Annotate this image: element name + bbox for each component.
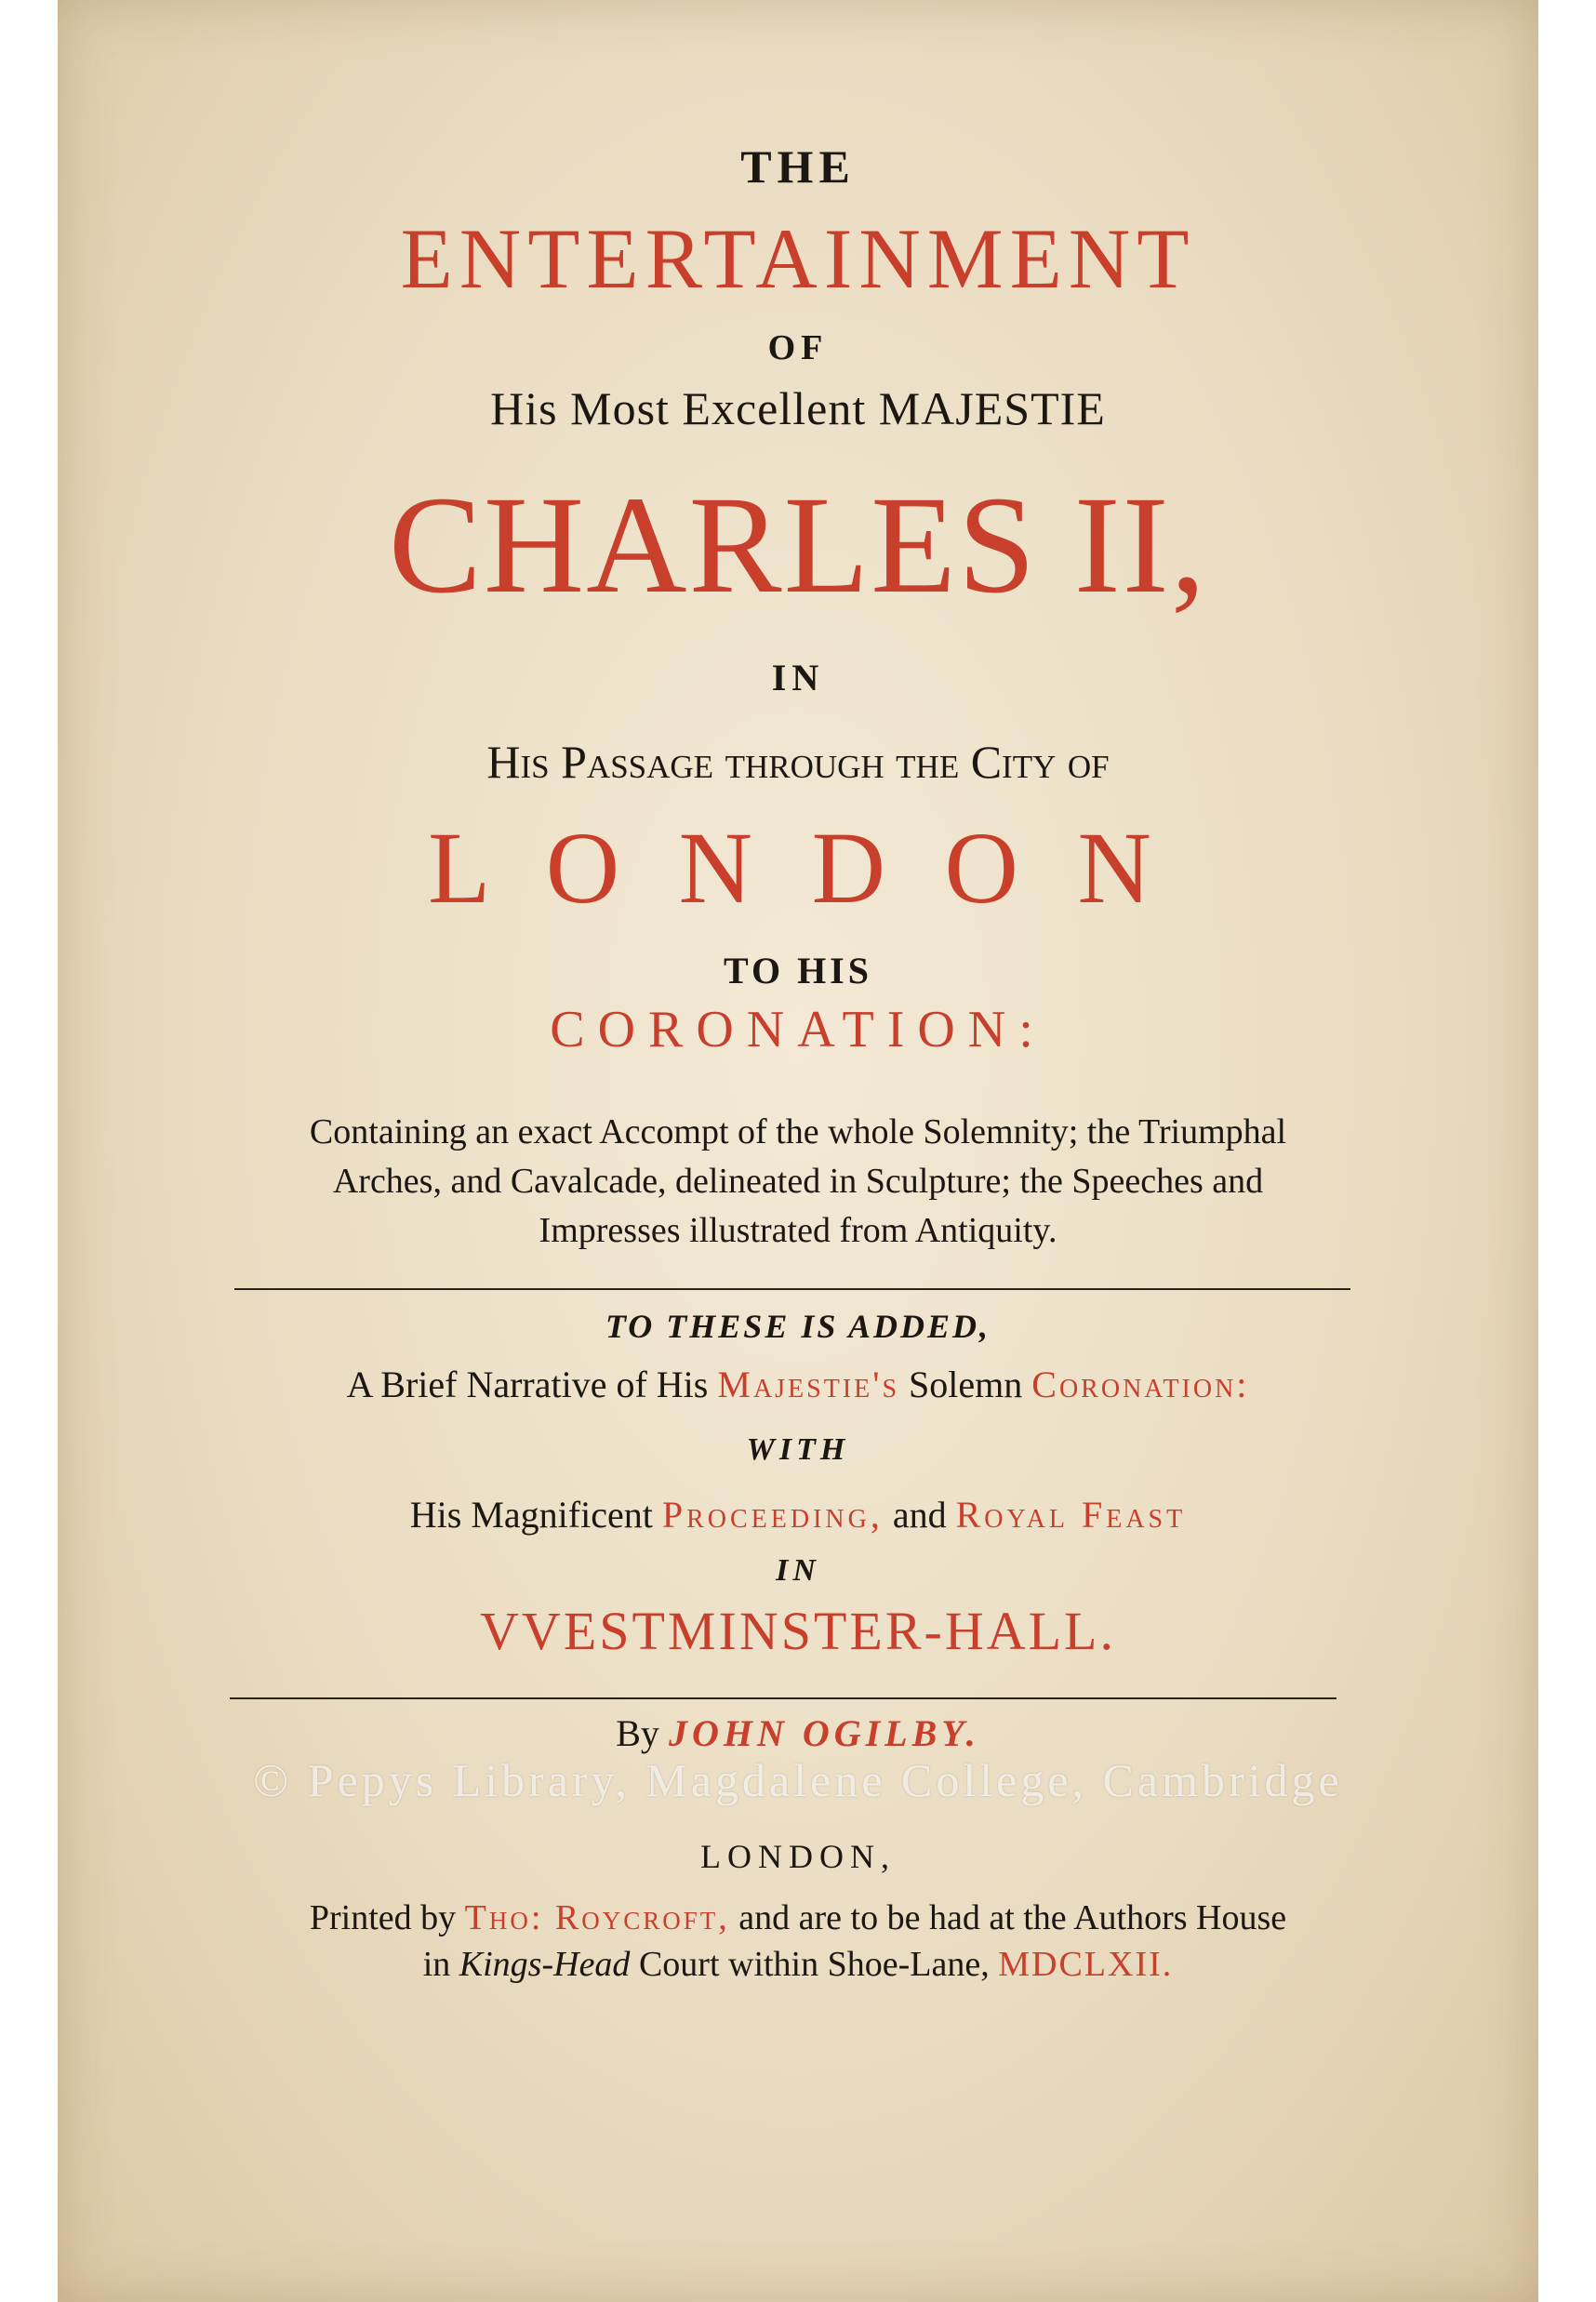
imprint-line-2 [58, 1944, 1538, 1985]
narrative-mid: Solemn [899, 1364, 1032, 1405]
passage-line: His Passage through the City of [486, 736, 1110, 788]
author-by: By [616, 1712, 669, 1754]
proceeding-red-2: Royal Feast [955, 1494, 1187, 1536]
majestie-line: His Most Excellent MAJESTIE [490, 382, 1106, 434]
divider-bottom [230, 1697, 1337, 1699]
imprint-1-post: and are to be had at the Authors House [729, 1898, 1287, 1937]
heading-with: WITH [746, 1432, 850, 1467]
imprint-line-1 [58, 1897, 1538, 1938]
author-line [58, 1711, 1538, 1755]
heading-coronation: CORONATION: [550, 1001, 1046, 1058]
heading-in: IN [771, 657, 825, 699]
imprint-city: LONDON, [700, 1838, 896, 1875]
added-heading: TO THESE IS ADDED, [605, 1308, 991, 1345]
proceeding-mid: and [883, 1494, 956, 1536]
heading-in-2: IN [776, 1553, 820, 1588]
proceeding-line [58, 1493, 1538, 1537]
author-name: JOHN OGILBY. [668, 1712, 980, 1754]
title-page [58, 0, 1538, 2302]
imprint-printer: Tho: Roycroft, [464, 1898, 730, 1937]
description-line-3: Impresses illustrated from Antiquity. [539, 1211, 1057, 1250]
heading-charles: CHARLES II, [388, 468, 1208, 622]
description-line-2: Arches, and Cavalcade, delineated in Sculpture; the Speeches and [332, 1162, 1264, 1201]
copyright-watermark: © Pepys Library, Magdalene College, Cambridge [253, 1754, 1343, 1806]
heading-the: THE [740, 140, 856, 193]
proceeding-pre: His Magnificent [409, 1494, 662, 1536]
imprint-2-pre: in [422, 1945, 459, 1984]
narrative-line [58, 1363, 1538, 1406]
narrative-pre: A Brief Narrative of His [346, 1364, 718, 1405]
heading-london: L O N D O N [428, 811, 1168, 925]
narrative-coronation: Coronation: [1031, 1364, 1250, 1405]
heading-to-his: TO HIS [724, 950, 872, 991]
imprint-1-pre: Printed by [309, 1898, 465, 1937]
heading-westminster: VVESTMINSTER-HALL. [480, 1601, 1116, 1661]
proceeding-red-1: Proceeding, [661, 1494, 884, 1536]
divider-top [234, 1288, 1350, 1290]
narrative-majestie: Majestie's [717, 1364, 900, 1405]
heading-of: OF [767, 328, 829, 367]
imprint-2-mid: Court within Shoe-Lane, [630, 1945, 999, 1984]
imprint-year: MDCLXII. [998, 1945, 1174, 1984]
heading-entertainment: ENTERTAINMENT [400, 211, 1196, 306]
description-line-1: Containing an exact Accompt of the whole Solemnity; the Triumphal [309, 1112, 1287, 1151]
imprint-place: Kings-Head [459, 1945, 631, 1984]
